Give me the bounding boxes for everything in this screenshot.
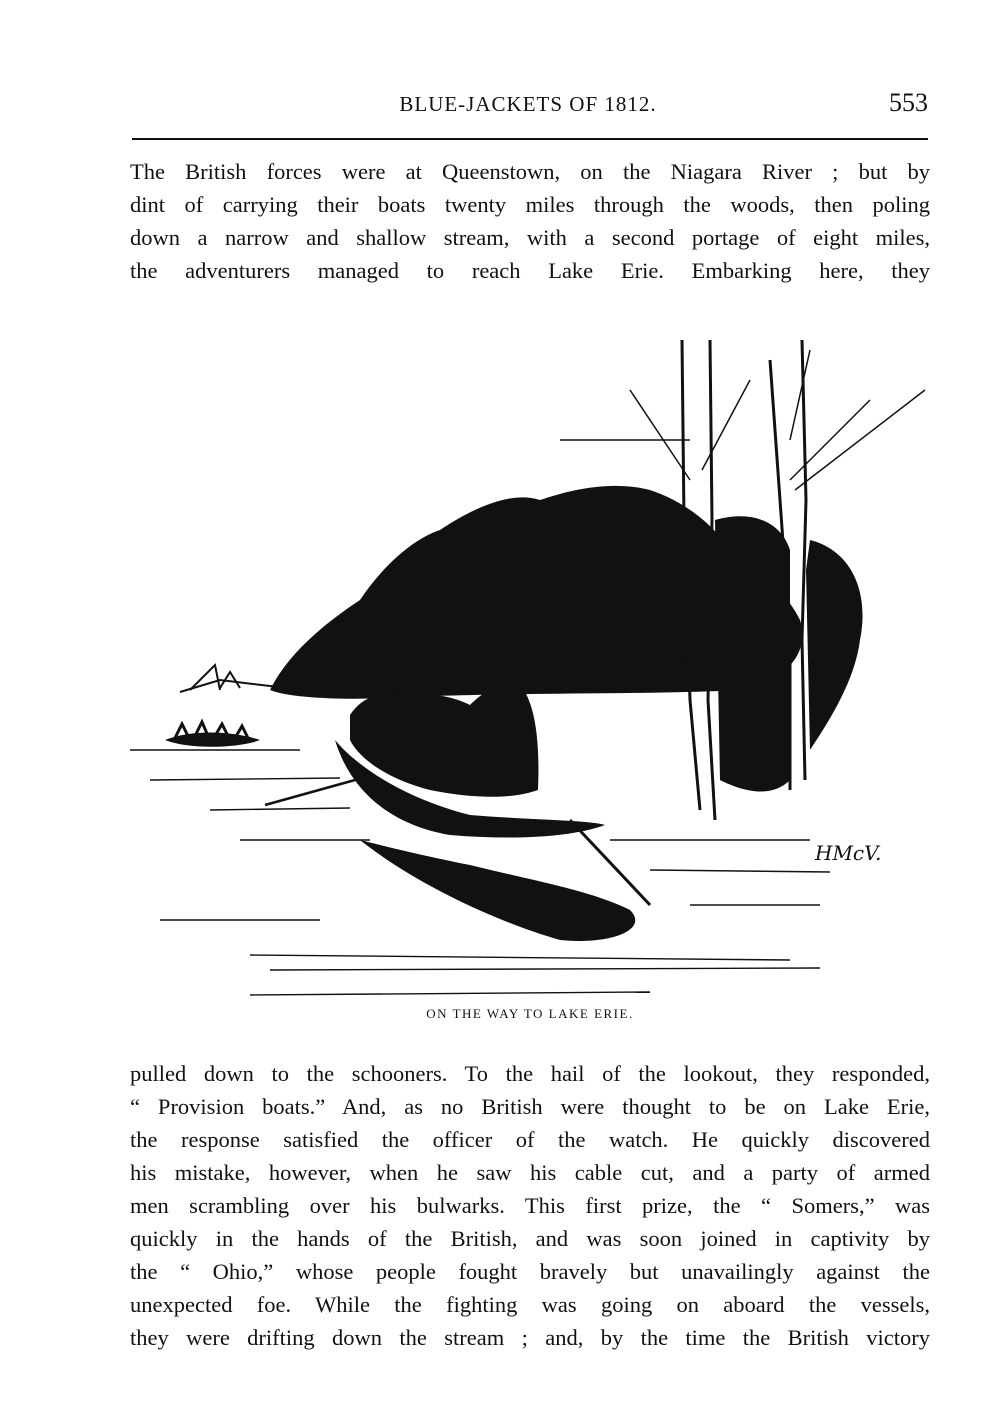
steersman-head [511, 679, 529, 697]
text-line: pulled down to the schooners. To the hail of the lookout, they responded, [130, 1061, 930, 1086]
text-line: the response satisfied the officer of the watch. He quickly discovered [130, 1127, 930, 1152]
text-line: his mistake, however, when he saw his cable cut, and a party of armed [130, 1160, 930, 1185]
text-line: The British forces were at Queenstown, on the Niagara River ; but by [130, 159, 930, 184]
page-number: 553 [889, 88, 928, 117]
running-title: BLUE-JACKETS OF 1812. [399, 92, 657, 116]
text-line: “ Provision boats.” And, as no British were thought to be on Lake Erie, [130, 1094, 930, 1119]
text-line: they were drifting down the stream ; and, by the time the British victory [130, 1325, 930, 1350]
text-line: down a narrow and shallow stream, with a second portage of eight miles, [130, 225, 930, 250]
illustration-boat-on-lake [90, 320, 940, 1010]
main-boat-reflection [360, 840, 635, 941]
artist-signature: HMcV. [815, 841, 882, 865]
text-line: unexpected foe. While the fighting was going on aboard the vessels, [130, 1292, 930, 1317]
illustration-caption: ON THE WAY TO LAKE ERIE. [426, 1006, 634, 1021]
header-rule [132, 138, 928, 140]
text-line: dint of carrying their boats twenty miles through the woods, then poling [130, 192, 930, 217]
text-line: the adventurers managed to reach Lake Erie. Embarking here, they [130, 258, 930, 283]
tree-shadow [715, 516, 790, 791]
text-line: quickly in the hands of the British, and was soon joined in captivity by [130, 1226, 930, 1251]
oar-left [265, 780, 355, 805]
text-line: the “ Ohio,” whose people fought bravely but unavailingly against the [130, 1259, 930, 1284]
body-text-bottom [130, 1057, 930, 1354]
body-text-top [130, 155, 930, 287]
running-head [128, 88, 928, 124]
text-line: men scrambling over his bulwarks. This first prize, the “ Somers,” was [130, 1193, 930, 1218]
right-bank-brush [806, 540, 863, 750]
